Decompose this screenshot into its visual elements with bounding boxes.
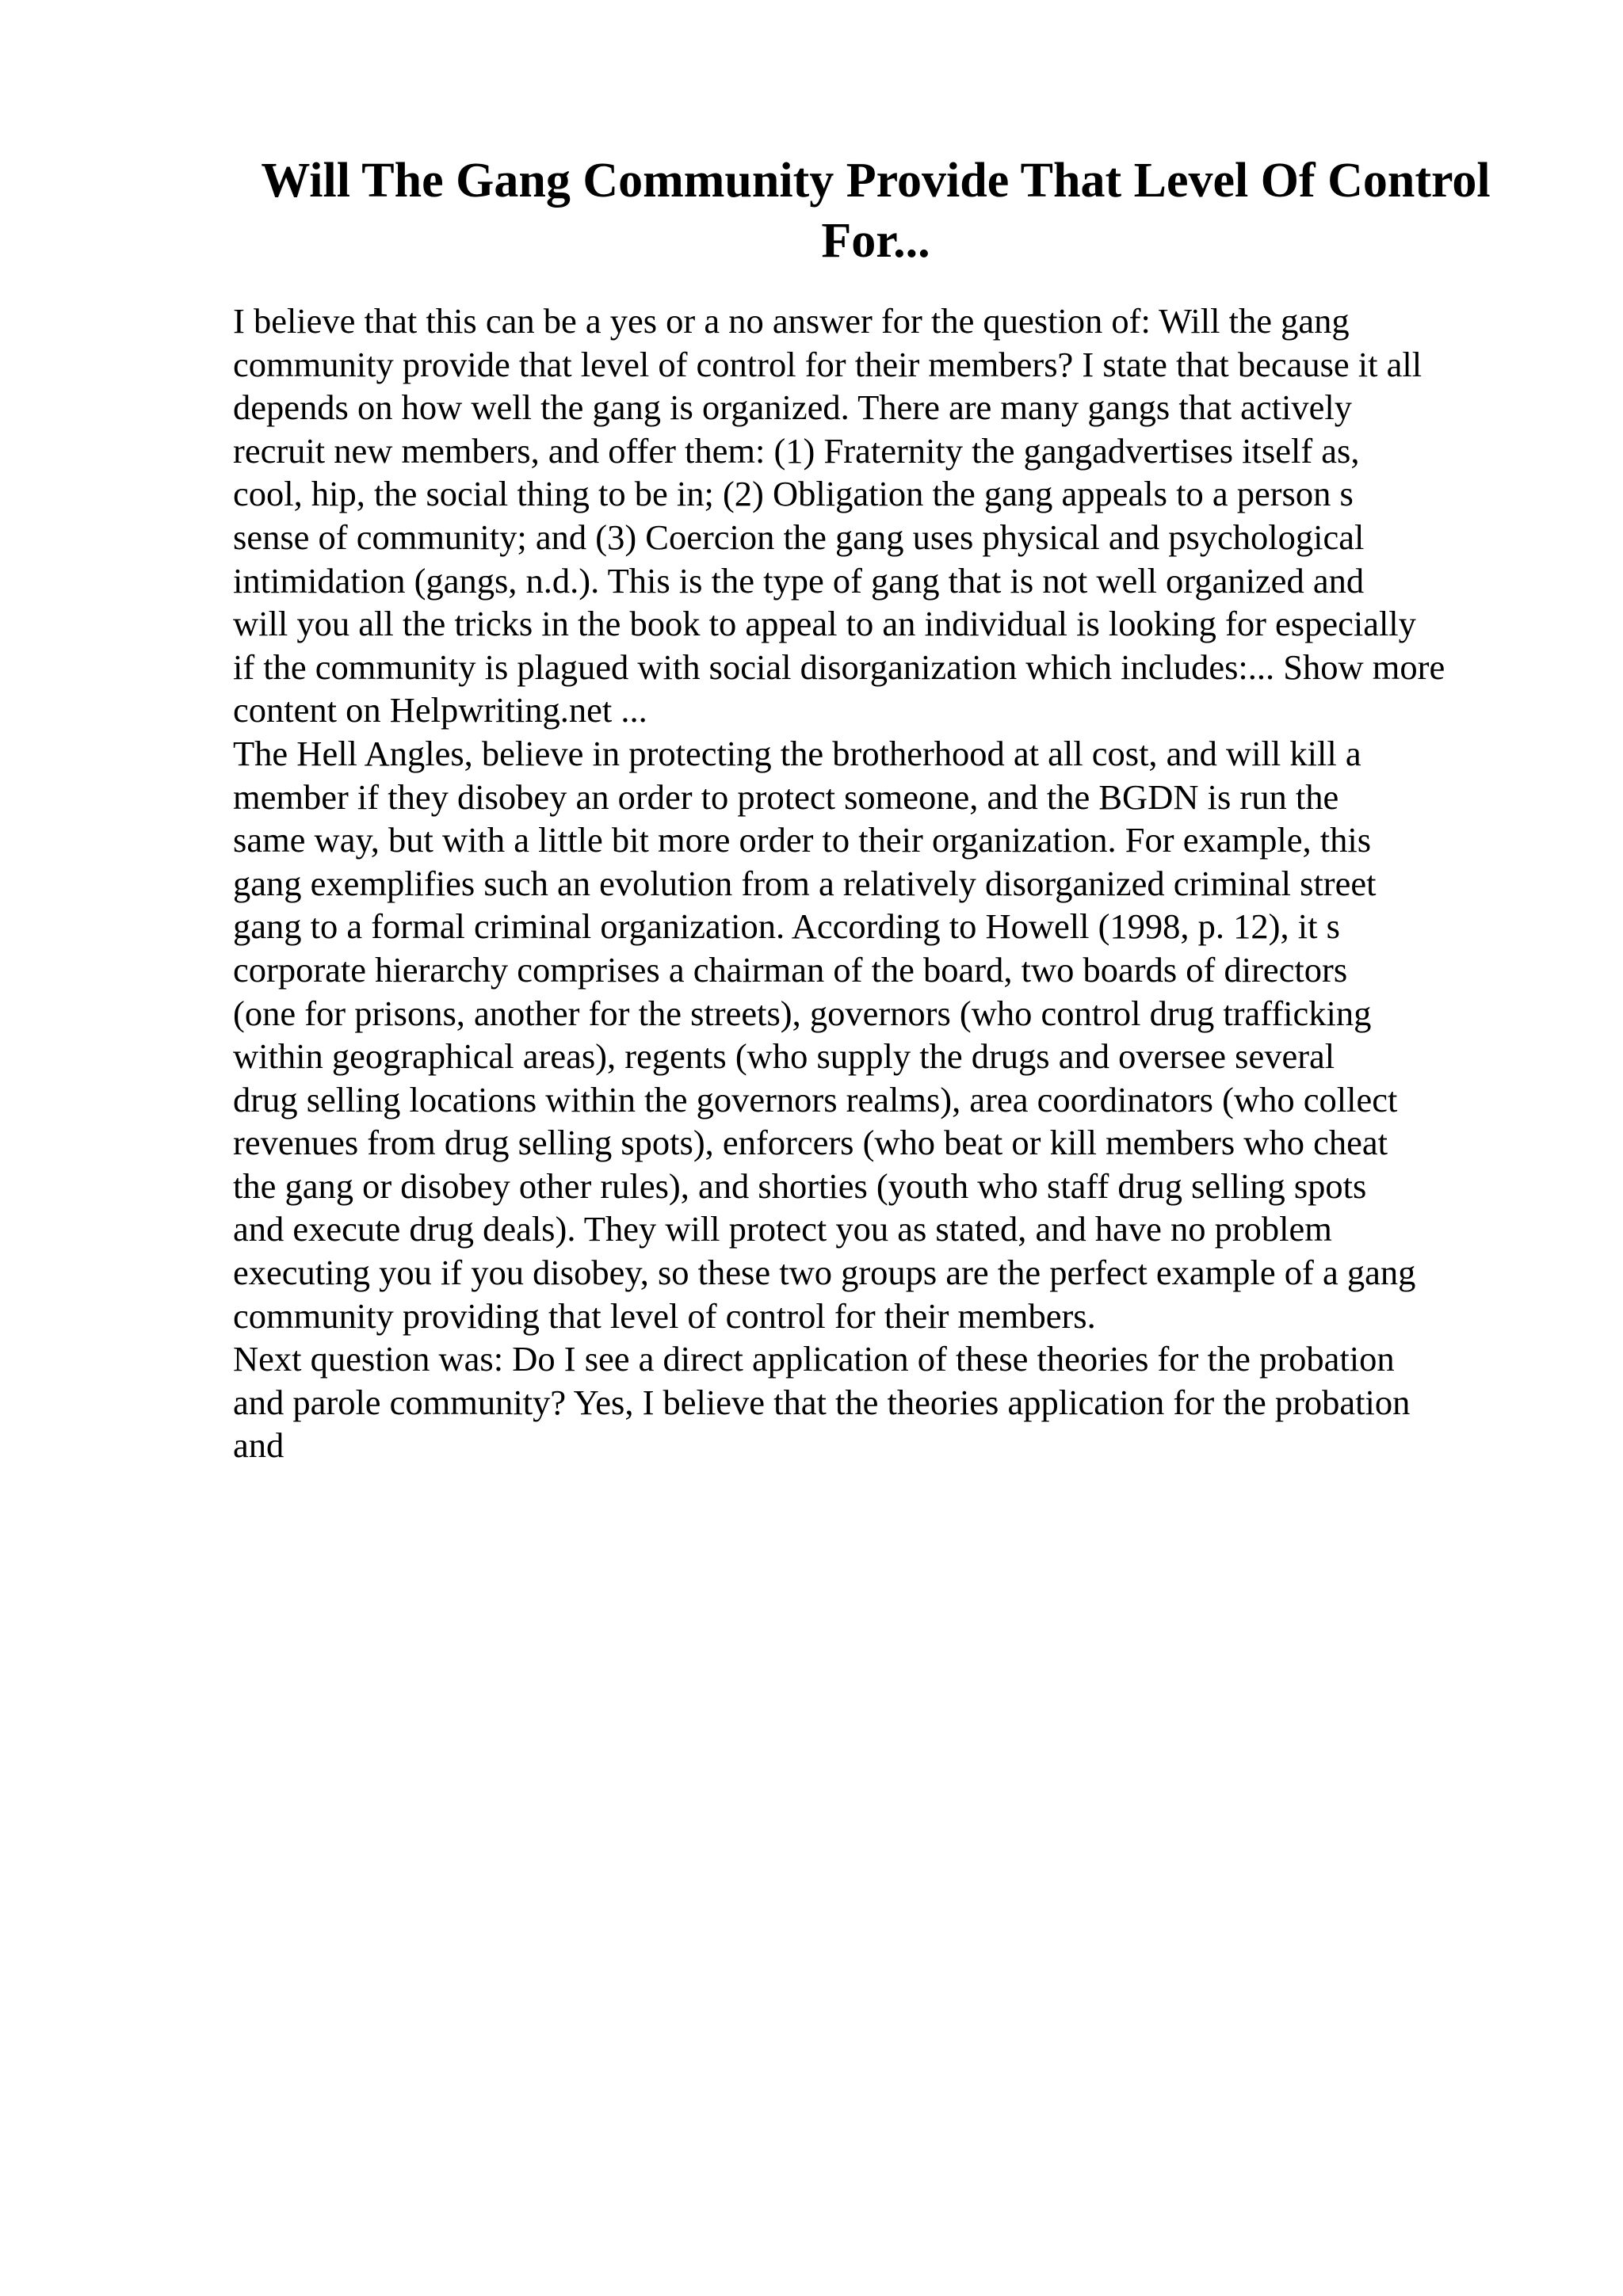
body-line: community provide that level of control for their members? I state that because it all [233,344,1423,384]
document-body [233,299,1533,1467]
body-line: same way, but with a little bit more order to their organization. For example, this [233,820,1372,860]
body-line: within geographical areas), regents (who supply the drugs and oversee several [233,1036,1335,1077]
body-line: Next question was: Do I see a direct application of these theories for the probation [233,1339,1395,1379]
body-line: and parole community? Yes, I believe that the theories application for the probation [233,1382,1411,1422]
body-line: cool, hip, the social thing to be in; (2) Obligation the gang appeals to a person s [233,474,1354,514]
body-line: will you all the tricks in the book to appeal to an individual is looking for especially [233,604,1416,644]
body-line: community providing that level of control for their members. [233,1295,1096,1336]
body-line: depends on how well the gang is organized. There are many gangs that actively [233,387,1353,428]
body-line: and execute drug deals). They will protect you as stated, and have no problem [233,1209,1332,1249]
body-line: content on Helpwriting.net ... [233,690,647,730]
body-line: revenues from drug selling spots), enforcers (who beat or kill members who cheat [233,1123,1388,1163]
title-line-2: For... [821,214,930,268]
body-line: gang exemplifies such an evolution from a relatively disorganized criminal street [233,863,1377,903]
body-line: and [233,1425,285,1466]
body-line: if the community is plagued with social disorganization which includes:... Show more [233,646,1445,687]
title-line-1: Will The Gang Community Provide That Level Of Control [261,154,1491,208]
body-line: I believe that this can be a yes or a no answer for the question of: Will the gang [233,301,1350,341]
body-line: recruit new members, and offer them: (1) Fraternity the gangadvertises itself as, [233,430,1360,471]
body-line: drug selling locations within the governors realms), area coordinators (who collect [233,1079,1398,1119]
body-line: corporate hierarchy comprises a chairman of the board, two boards of directors [233,949,1348,990]
document-title [238,151,1514,271]
body-line: the gang or disobey other rules), and shorties (youth who staff drug selling spots [233,1165,1367,1206]
body-line: executing you if you disobey, so these two groups are the perfect example of a gang [233,1253,1416,1293]
body-line: sense of community; and (3) Coercion the gang uses physical and psychological [233,517,1365,557]
body-line: (one for prisons, another for the streets), governors (who control drug trafficking [233,993,1372,1033]
body-line: gang to a formal criminal organization. According to Howell (1998, p. 12), it s [233,906,1340,947]
body-line: member if they disobey an order to protect someone, and the BGDN is run the [233,776,1339,817]
body-line: The Hell Angles, believe in protecting the brotherhood at all cost, and will kill a [233,733,1361,773]
body-line: intimidation (gangs, n.d.). This is the type of gang that is not well organized and [233,560,1365,601]
